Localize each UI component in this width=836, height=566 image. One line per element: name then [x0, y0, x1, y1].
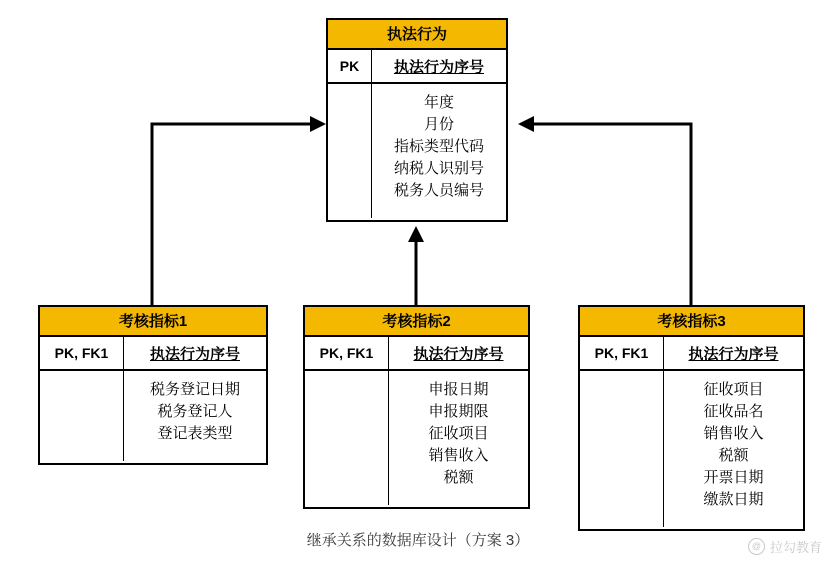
attribute-item: 税务登记人	[157, 403, 233, 420]
attribute-item: 缴款日期	[703, 491, 764, 508]
attribute-item: 销售收入	[703, 425, 764, 442]
entity-child1[interactable]	[38, 305, 268, 465]
entity-child2-key-name: 执法行为序号	[413, 345, 504, 363]
entity-parent-title: 执法行为	[328, 20, 506, 50]
entity-child3-key-label: PK, FK1	[580, 337, 664, 369]
entity-parent-key-row	[328, 50, 506, 84]
watermark-icon: @	[748, 538, 765, 555]
entity-child1-attributes	[40, 371, 266, 461]
attribute-item: 申报日期	[428, 381, 489, 398]
entity-child2-attr-gutter	[305, 371, 389, 505]
entity-parent[interactable]	[326, 18, 508, 222]
entity-child1-key-name: 执法行为序号	[149, 345, 240, 363]
entity-child1-key-label: PK, FK1	[40, 337, 124, 369]
entity-child2-attr-list	[389, 371, 528, 505]
entity-child2[interactable]	[303, 305, 530, 509]
entity-child1-title: 考核指标1	[40, 307, 266, 337]
entity-child3[interactable]	[578, 305, 805, 531]
entity-parent-attr-list	[372, 84, 506, 218]
attribute-item: 征收品名	[703, 403, 764, 420]
attribute-item: 税务人员编号	[393, 182, 484, 199]
attribute-item: 指标类型代码	[393, 138, 484, 155]
entity-parent-attr-gutter	[328, 84, 372, 218]
entity-child3-key-row	[580, 337, 803, 371]
entity-child3-attr-gutter	[580, 371, 664, 527]
entity-child2-attributes	[305, 371, 528, 505]
attribute-item: 开票日期	[703, 469, 764, 486]
entity-child1-attr-list	[124, 371, 266, 461]
attribute-item: 申报期限	[428, 403, 489, 420]
watermark	[748, 537, 822, 556]
entity-child2-key-label: PK, FK1	[305, 337, 389, 369]
entity-child2-key-row	[305, 337, 528, 371]
entity-child3-title: 考核指标3	[580, 307, 803, 337]
attribute-item: 年度	[423, 94, 454, 111]
entity-parent-attributes	[328, 84, 506, 218]
attribute-item: 税额	[718, 447, 749, 464]
entity-child3-attributes	[580, 371, 803, 527]
entity-child3-key-name: 执法行为序号	[688, 345, 779, 363]
entity-child1-attr-gutter	[40, 371, 124, 461]
watermark-text: 拉勾教育	[769, 540, 822, 555]
attribute-item: 纳税人识别号	[393, 160, 484, 177]
attribute-item: 月份	[423, 116, 454, 133]
entity-parent-key-label: PK	[328, 50, 372, 82]
attribute-item: 征收项目	[703, 381, 764, 398]
entity-child3-attr-list	[664, 371, 803, 527]
attribute-item: 销售收入	[428, 447, 489, 464]
attribute-item: 税务登记日期	[149, 381, 240, 398]
attribute-item: 税额	[443, 469, 474, 486]
diagram-caption: 继承关系的数据库设计（方案 3）	[306, 532, 530, 549]
attribute-item: 征收项目	[428, 425, 489, 442]
entity-child2-title: 考核指标2	[305, 307, 528, 337]
entity-child1-key-row	[40, 337, 266, 371]
attribute-item: 登记表类型	[157, 425, 233, 442]
entity-parent-key-name: 执法行为序号	[393, 58, 484, 76]
